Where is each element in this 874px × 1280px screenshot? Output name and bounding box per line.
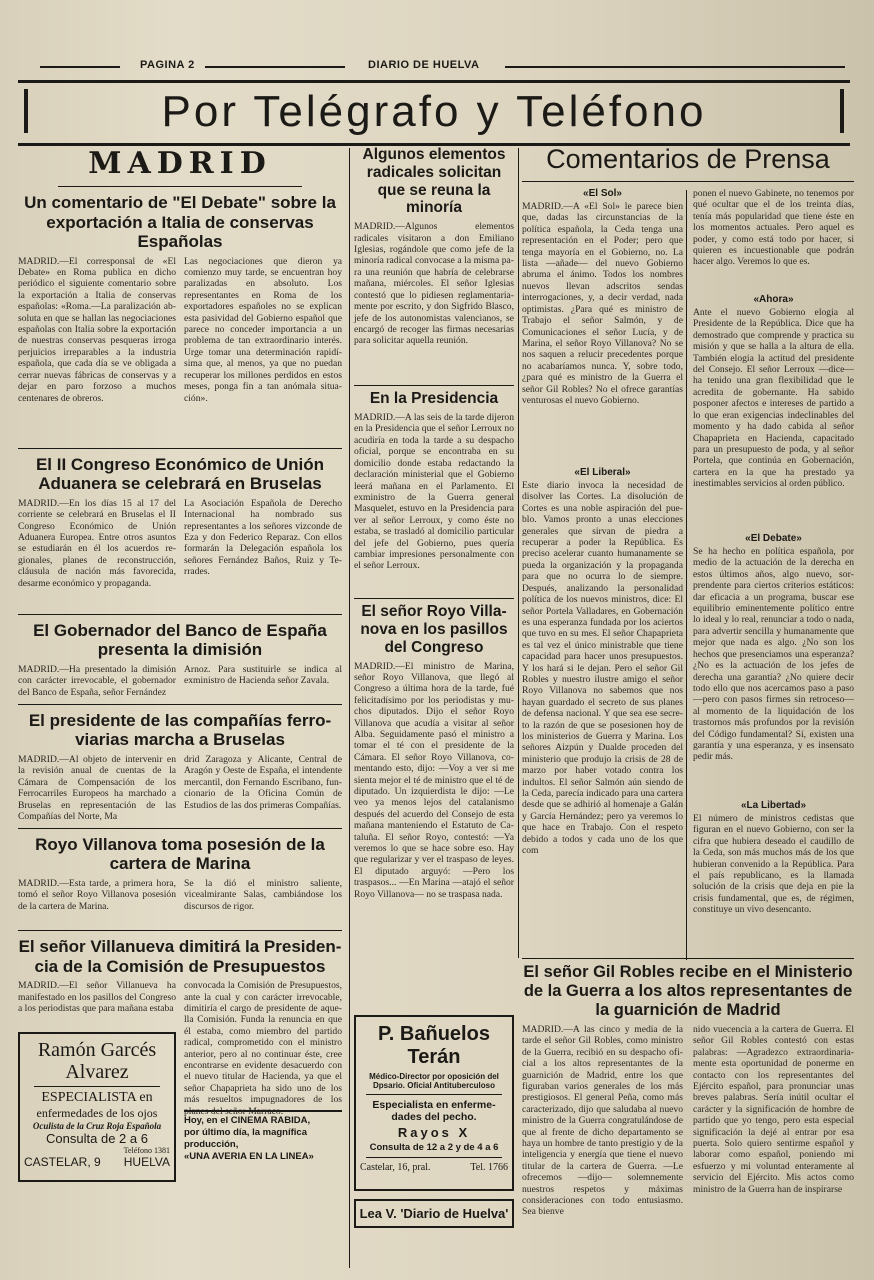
- article-text: MADRID.—En los días 15 al 17 del corriente se celebrará en Bruselas el II Congreso Económico de Unión Aduanera Europea. Entre otros asuntos se estudiarán en él los acuerdos regionales, planes de reconstrucción, cláusula de nación más favorecida, desarme económico y propaganda.: [18, 497, 176, 589]
- ad-cinema: [184, 1110, 342, 1163]
- article-text: MADRID.—El ministro de Marina, señor Royo Villanova, que llegó al Congreso a última hora de la tarde, fué felicitadísimo por los periodistas y muchos diputados. Dijo el señor Royo Villanova que acudía a visitar al señor Alba. Seguidamente pasó el ministro a tomar el té con el presidente de la Cámara. El señor Royo Villanova, comentando esto, dijo: —Voy a ver si me sienta mejor el té de ministro que el té de diputado. Un izquierdista le dijo: —Le veo ya menos lejos del catalanismo después del acuerdo del Consejo de esta mañana manteniendo el Estatuto de Cataluña. El señor Royo, contestó: —Ya veremos lo que se hace sobre eso. Hay que regularizar y ver el traspaso de leyes. El diputado arguyó: —Pero los traspasos... —En Marina —atajó el señor Royo Villanova— no se traspasa nada.: [354, 660, 514, 900]
- article-text: MADRID.—El corresponsal de «El Debate» en Roma publica en dicho periódico el siguiente comentario sobre la exportación a Italia de conservas españolas: «Roma.—La paralización absoluta en que se hallan las negociaciones españolas con Italia sobre la exportación de nuestras conservas pesqueras irroga perjuicios irreparables a la industria española, que cada día se ve obligada a cerrar nuevas fábricas de conservas y a dejar en paro forzoso a muchos centenares de obreros.: [18, 255, 176, 404]
- ad-address: CASTELAR, 9: [24, 1155, 101, 1170]
- article-text: MADRID.—A las cinco y media de la tarde el señor Gil Robles, como ministro de la Guerra, recibió en su despacho oficial a los altos representantes de la guarnición de Madrid, entre los que figuraban varios generales de los más prestigiosos. El general Peña, como más caracterizado, dijo que saludaba al nuevo ministro de la Guerra congratulándose de que al frente de dicho departamento se haya un hombre de tanto prestigio y de la inteligencia y energía que tiene el nuevo titular de la cartera de Guerra. —Le ofrecemos —dijo— solemnemente nuestros respetos y máximas consideraciones con todo entusiasmo. Sea bienve: [522, 1023, 683, 1218]
- article-text: MADRID.—El señor Villanueva ha manifestado en los pasillos del Congreso a los periodistas que para mañana estaba: [18, 980, 176, 1014]
- article-text: Las negociaciones que dieron ya comienzo muy tarde, se encuentran hoy paralizadas en absoluto. Los representantes en Roma de los exportadores españoles no se explican esta pasividad del Gobierno español que parece no conceder importancia a un problema de tan extraordinario interés. Urge tomar una determinación rapidísima que, al menos, ya que no puedan recuperar los millones perdidos en estos meses, ponga fin a tan anómala situación».: [184, 255, 342, 404]
- article-title: El Gobernador del Banco de España presenta la dimisión: [33, 620, 327, 660]
- banner-ornament-right: [840, 89, 844, 133]
- right-area: [522, 144, 854, 948]
- masthead-rule-left: [40, 66, 120, 68]
- ad-name: Ramón Garcés: [37, 1039, 157, 1062]
- article-title: El II Congreso Económico de Unión Aduanera se celebrará en Bruselas: [35, 454, 325, 494]
- article-text: La Asociación Española de Derecho Internacional ha nombrado sus representantes a los señores vizconde de Eza y don Federico Reparaz. Con ellos formarán la Delegación española los señores Fernández Baños, Ruiz y Terrades.: [184, 497, 342, 578]
- ad-name: P. Bañuelos Terán: [378, 1022, 490, 1068]
- ad-line: ESPECIALISTA en: [41, 1090, 153, 1106]
- ad-line: dades del pecho.: [391, 1110, 477, 1123]
- ad-line: Rayos X: [397, 1124, 471, 1140]
- gil-robles-article: [522, 958, 854, 1240]
- ad-line: Médico-Director por oposición del: [369, 1071, 499, 1081]
- article-text: MADRID.—Ha presentado la dimisión con carácter irrevocable, el gobernador del Banco de España, señor Fernández: [18, 663, 176, 698]
- ad-line: Oculista de la Cruz Roja Española: [32, 1121, 162, 1132]
- ad-line: enfermedades de los ojos: [36, 1106, 158, 1121]
- column-divider: [518, 148, 519, 958]
- article-text: Se la dió el ministro saliente, vicealmirante Salas, cambiándose los discursos de rigor.: [184, 878, 342, 912]
- press-section-title: Comentarios de Prensa: [546, 144, 830, 174]
- column-divider: [349, 148, 350, 1268]
- banner-ornament-left: [24, 89, 28, 133]
- article-text: nido vuecencia a la cartera de Guerra. El señor Gil Robles contestó con estas palabras: —Agradezco extraordinariamente esta oportunidad de ponerme en contacto con los representantes del Ejército español, para pronunciar unas breves palabras. Sería inútil ocultar el carácter y la significación de hombre de partido que yo tengo, pero esta especial significación la dejé al entrar por esa puerta. Solo quiero sentirme español y laborar como español, poniendo mi esfuerzo y mi voluntad enteramente al servicio del Ejército. Mis actos como ministro de la Guerra han de inspirarse: [693, 1023, 854, 1195]
- banner-title: Por Telégrafo y Teléfono: [161, 87, 707, 136]
- article-text: MADRID.—A «El Sol» le parece bien que, dadas las circunstancias de la política española, la Ceda tenga una representación en el Poder; pero que tenga mayoría en el Gobierno, no. La lista —añade— del nuevo Gobierno abruma el ánimo. Todos los nombres nuevos llevan adscritos sendas interrogaciones, y, a decir verdad, nada optimistas. ¿Para qué es ministro de Trabajo el señor Salmón, y de Comunicaciones el señor Lucía, y de Marina, el señor Royo Villanova? No se nos saquen a relucir precedentes porque no acabaríamos nunca. Y, sobre todo, ¿para qué es ministro de la Guerra el señor Gil Robles? No el ofrece garantías venturosas el nuevo Gobierno.: [522, 201, 683, 406]
- ad-line: «UNA AVERIA EN LA LINEA»: [184, 1151, 314, 1163]
- article-text: MADRID.—Algunos elementos radicales visitaron a don Emiliano Iglesias, rogándole que como jefe de la minoría radical convocase a la misma para una reunión que habría de celebrarse mañana, miércoles. El señor Iglesias contestó que lo pidiesen reglamentariamente por escrito, y don Sigfrido Blasco, jefe de los autonomistas valencianos, se encargó de recoger las firmas necesarias para solicitar aquella reunión.: [354, 221, 514, 347]
- article-text: El número de ministros cedistas que figuran en el nuevo Gobierno, con ser la cifra que hubiera deseado el caudillo de la Ceda, son más muchos más de los que hubieran convenido a la República. Para el país republicano, es la llamada solución de la crisis que deja en pie la crisis fundamental, que es, de régimen, constituye un vivo desencanto.: [693, 813, 854, 916]
- article-text: MADRID.—Al objeto de intervenir en la revisión anual de cuentas de la Cámara de Compensación de los Ferrocarriles Europeos ha marchado a Bruselas en representación de las Compañías del Norte, Ma: [18, 753, 176, 822]
- press-source: «El Liberal»: [574, 467, 631, 479]
- article-title: Un comentario de "El Debate" sobre la exportación a Italia de conservas Españolas: [24, 193, 336, 252]
- masthead-rule-mid: [205, 66, 345, 68]
- ad-garces: [18, 1032, 176, 1182]
- ad-phone: Tel. 1766: [470, 1161, 508, 1173]
- article-title: Algunos elementos radicales solicitan que se reuna la minoría: [362, 146, 506, 217]
- ad-phone: Teléfono 1381: [123, 1146, 170, 1156]
- article-text: Se ha hecho en política española, por medio de la actuación de la derecha en estos últimos años, algo nuevo, sorprendente para ciertos criterios estáticos: dar eficacia a un programa, buscar ese equilibrio eminentemente político entre lo ideal y lo real, renunciar a todo o nada, para advertir sencilla y humanamente que mejor que nada es algo. ¿No son los hechos que presenciamos una esperanza? ¿No es la actuación de los jefes de derecha una garantía? ¿No quiere decir todo ello que nos acercamos paso a paso —pero con pasos firmes sin retroceso— al momento de la liquidación de los trastornos más profundos por la revisión del Código fundamental? Sí, existen una garantía y una esperanza, y es insensato pedir más.: [693, 546, 854, 763]
- ad-line: Especialista en enferme-: [372, 1098, 496, 1111]
- article-title: En la Presidencia: [369, 390, 499, 408]
- ad-line: Consulta de 12 a 2 y de 4 a 6: [369, 1141, 499, 1153]
- ad-line: Dpsario. Oficial Antituberculoso: [373, 1080, 495, 1090]
- article-title: El señor Gil Robles recibe en el Ministerio de la Guerra a los altos representantes de la guarnición de Madrid: [523, 963, 853, 1019]
- ad-line: Hoy, en el CINEMA RABIDA,: [184, 1115, 311, 1127]
- page-number: PAGINA 2: [140, 59, 195, 71]
- article-text: MADRID.—Esta tarde, a primera hora, tomó el señor Royo Villanova posesión de la cartera de Marina.: [18, 878, 176, 912]
- ad-address: Castelar, 16, pral.: [360, 1161, 431, 1173]
- section-madrid: MADRID: [88, 146, 272, 181]
- article-title: El señor Royo Villanova en los pasillos del Congreso: [360, 603, 508, 656]
- press-source: «El Sol»: [583, 188, 622, 200]
- ad-line: por último día, la magnífica: [184, 1127, 307, 1139]
- article-title: El señor Villanueva dimitirá la Presidencia de la Comisión de Presupuestos: [18, 937, 342, 976]
- masthead-rule-right: [505, 66, 845, 68]
- article-text: drid Zaragoza y Alicante, Central de Aragón y Oeste de España, el intendente mercantil, don Fernando Escribano, funcionario de la Oficina Común de Estudios de las dos primeras Compañías.: [184, 753, 342, 811]
- ad-diario: Lea V. 'Diario de Huelva': [354, 1199, 514, 1228]
- article-text: Arnoz. Para sustituirle se indica al exministro de Hacienda señor Zavala.: [184, 663, 342, 687]
- left-column: [18, 146, 342, 1180]
- article-text: Ante el nuevo Gobierno elogia al Presidente de la República. Dice que ha demostrado que comprende y practica su misión y que se halla a la altura de ella. También elogia la actitud del presidente del Consejo. El señor Lerroux —dice— ha tenido una gran flexibilidad que le acredita de gobernante. Ha sabido posponer afectos e intereses de partido a lo que eran exigencias indeclinables del momento y ha dado cabida al señor Chapaprieta en Hacienda, capacitado para un presupuesto de poda, y al señor Portela, que continúa en Gobernación, cartera en la que ha prestado ya inestimables servicios al orden público.: [693, 307, 854, 490]
- article-title: Royo Villanova toma posesión de la cartera de Marina: [35, 834, 325, 874]
- newspaper-name: DIARIO DE HUELVA: [368, 59, 480, 71]
- ad-name: Alvarez: [65, 1061, 129, 1084]
- section-banner: [18, 80, 850, 146]
- article-text: Este diario invoca la necesidad de disolver las Cortes. La disolución de Cortes es una noble aspiración del pueblo. Vamos pronto a unas elecciones generales que sirvan de piedra a recuperar a poder la República. Es preciso acelerar cuanto humanamente se pueda la organización y la propaganda para que no ocurra lo de siempre. Después, analizando la personalidad política de los nuevos ministros, dice: El señor Portela Valladares, en Gobernación es una esperanza fundada por los aciertos que tuvo en su mes. El señor Chapaprieta es tal vez el único ministrable que tiene capacidad para hacer unos presupuestos. Y los hará si le dejan. Pero el señor Gil Robles y nuestro ilustre amigo el señor Royo Villanova no sabemos que nos hayan guardado el secreto de sus planes de defensa nacional. Y que sea ese secreto la razón de que se posesionen hoy de los ministerios de Guerra y Marina. Los señores Aizpún y Dualde proceden del ministerio que produjo la crisis de 28 de marzo por haber votado contra los indultos. El señor Salmón aún siendo de la Ceda, parecía indicado para una cartera desde que se adhirió al homenaje a Galán y García Hernández; pero ya veremos lo que hace en Trabajo. Con el respeto debido a todos y cada uno de los que com: [522, 480, 683, 857]
- middle-column: [354, 146, 514, 1228]
- ad-city: HUELVA: [123, 1155, 170, 1170]
- press-source: «La Libertad»: [740, 800, 807, 812]
- article-text: MADRID.—A las seis de la tarde dijeron en la Presidencia que el señor Lerroux no acudiría en toda la tarde a su despacho oficial, porque se encontraba en su domicilio donde estaba redactando la declaración ministerial que el Gobierno leerá mañana en el Parlamento. El exministro de la Guerra general Masquelet, estuvo en la Presidencia para ver al señor Lerroux, y como éste no estaba, se trasladó al domicilio particular del jefe del Gobierno, pues quería cambiar impresiones personalmente con el señor Lerroux.: [354, 412, 514, 572]
- article-title: El presidente de las compañías ferroviarias marcha a Bruselas: [28, 710, 332, 750]
- article-text: ponen el nuevo Gabinete, no tenemos por qué ocultar que el de los treinta días, tenía más popularidad que tiene éste en los momentos actuales. Pero aquel es poder, y como está todo por hacer, si quieren es incuestionable que podrán hacer algo. Veremos lo que es.: [693, 188, 854, 268]
- ad-line: Consulta de 2 a 6: [46, 1131, 148, 1147]
- press-source: «Ahora»: [753, 294, 794, 306]
- press-source: «El Debate»: [745, 533, 802, 545]
- ad-line: producción,: [184, 1139, 239, 1151]
- article-text: convocada la Comisión de Presupuestos, ante la cual y con carácter irrevocable, dimitiría el cargo de presidente de aquella Comisión. Funda la renuncia en que él estaba, como miembro del partido radical, comprometido con el ministro anterior, pero al no continuar éste, cree encontrarse en evidente desacuerdo con el nuevo titular de Hacienda, ya que el señor Chapaprieta ha sido uno de los más resueltos impugnadores de los planes del señor Marraco.: [184, 980, 342, 1117]
- ad-banuelos: [354, 1015, 514, 1191]
